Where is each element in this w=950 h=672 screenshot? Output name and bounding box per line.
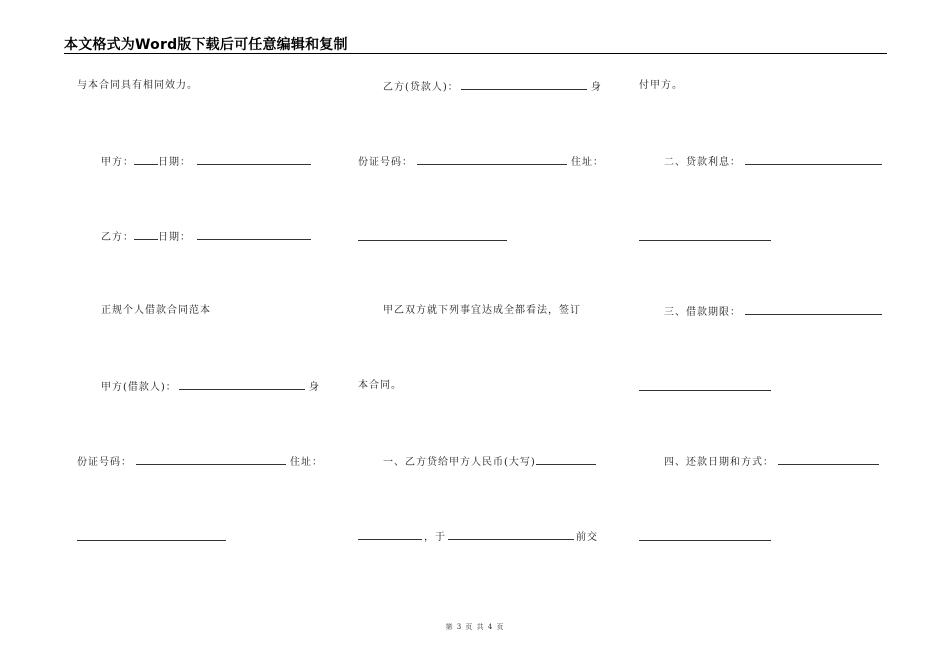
col1-underline-7 bbox=[77, 540, 226, 541]
col1-line-1: 与本合同具有相同效力。 bbox=[77, 80, 198, 91]
loan-term-label: 三、借款期限： bbox=[664, 307, 741, 318]
party-b-label: 乙方： bbox=[101, 232, 134, 243]
id-number-blank bbox=[136, 454, 286, 465]
col3-line-6 bbox=[664, 454, 879, 470]
col2-line-1 bbox=[383, 79, 602, 95]
col1-line-3 bbox=[101, 229, 311, 245]
party-a-date-blank bbox=[197, 154, 311, 165]
col1-line-5 bbox=[101, 379, 320, 395]
col2-line-4: 甲乙双方就下列事宜达成全都看法，签订 bbox=[383, 305, 581, 316]
col3-line-4 bbox=[664, 304, 882, 320]
lender-trailing-char: 身 bbox=[590, 82, 602, 93]
interest-blank bbox=[745, 154, 882, 165]
col2-underline-3 bbox=[358, 240, 507, 241]
lender-blank bbox=[461, 79, 587, 90]
col3-underline-3 bbox=[639, 240, 771, 241]
lender-address-label: 住址： bbox=[571, 157, 604, 168]
repayment-label: 四、还款日期和方式： bbox=[664, 457, 774, 468]
party-b-date-blank bbox=[197, 229, 311, 240]
party-a-blank bbox=[134, 154, 158, 165]
lender-label: 乙方(贷款人)： bbox=[383, 82, 459, 93]
delivery-date-blank bbox=[448, 529, 574, 540]
col2-line-7 bbox=[358, 529, 598, 545]
delivery-at-label: ，于 bbox=[424, 532, 446, 543]
address-label: 住址： bbox=[290, 457, 323, 468]
party-a-date-label: 日期： bbox=[158, 157, 191, 168]
page-number-footer: 第 3 页 共 4 页 bbox=[445, 623, 505, 631]
header-divider bbox=[64, 53, 887, 54]
borrower-label: 甲方(借款人)： bbox=[101, 382, 177, 393]
col1-line-2 bbox=[101, 154, 311, 170]
col2-line-5: 本合同。 bbox=[358, 380, 402, 391]
borrower-trailing-char: 身 bbox=[308, 382, 320, 393]
col2-line-2 bbox=[358, 154, 604, 170]
id-number-label: 份证号码： bbox=[77, 457, 132, 468]
loan-amount-label: 一、乙方贷给甲方人民币(大写) bbox=[383, 457, 536, 468]
loan-amount-continued-blank bbox=[358, 529, 422, 540]
borrower-blank bbox=[179, 379, 305, 390]
lender-id-label: 份证号码： bbox=[358, 157, 413, 168]
col2-line-6 bbox=[383, 454, 596, 470]
document-header-title: 本文格式为Word版下载后可任意编辑和复制 bbox=[64, 37, 348, 53]
col3-underline-5 bbox=[639, 390, 771, 391]
party-b-blank bbox=[134, 229, 158, 240]
col3-line-2 bbox=[664, 154, 882, 170]
party-a-label: 甲方： bbox=[101, 157, 134, 168]
party-b-date-label: 日期： bbox=[158, 232, 191, 243]
loan-term-blank bbox=[745, 304, 882, 315]
repayment-blank bbox=[778, 454, 879, 465]
col3-line-1: 付甲方。 bbox=[639, 80, 683, 91]
lender-id-blank bbox=[417, 154, 567, 165]
loan-amount-blank bbox=[536, 454, 596, 465]
col1-line-6 bbox=[77, 454, 323, 470]
delivery-before-label: 前交 bbox=[576, 532, 598, 543]
col1-line-4: 正规个人借款合同范本 bbox=[101, 305, 211, 316]
col3-underline-7 bbox=[639, 540, 771, 541]
interest-label: 二、贷款利息： bbox=[664, 157, 741, 168]
